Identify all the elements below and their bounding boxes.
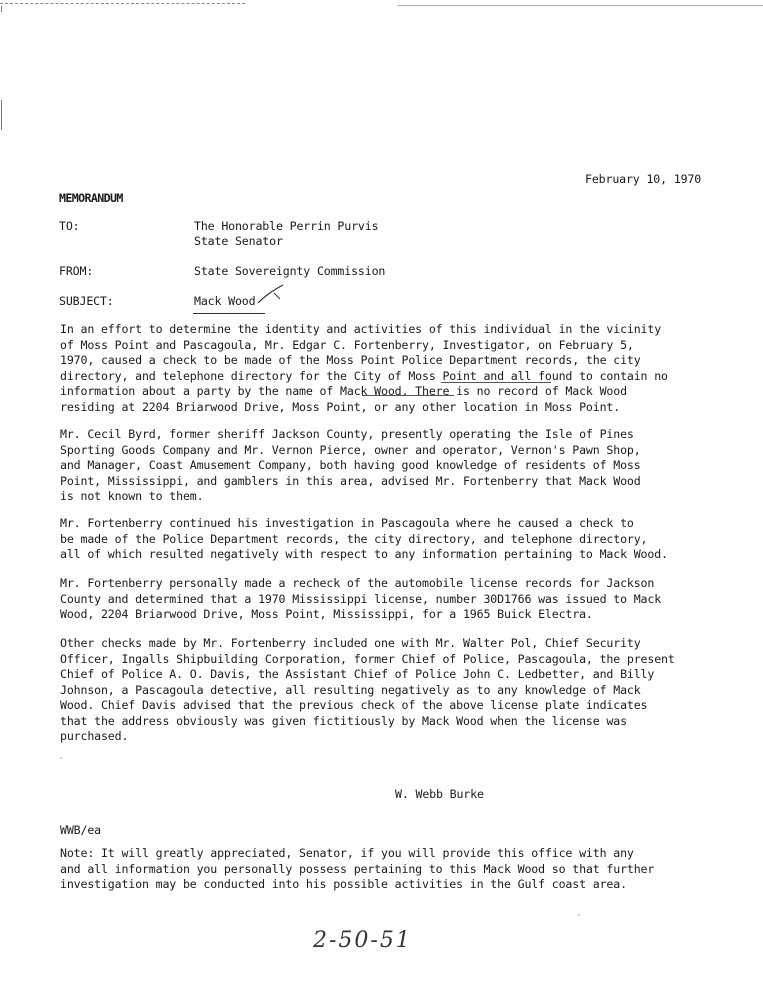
signature-name: W. Webb Burke	[395, 787, 484, 801]
from-label: FROM:	[59, 264, 94, 278]
to-label: TO:	[59, 219, 80, 233]
paragraph-line: directory, and telephone directory for the City of Moss Point and all found to contain no	[60, 368, 668, 383]
paragraph-line: Point, Mississippi, and gamblers in this area, advised Mr. Fortenberry that Mack Wood	[60, 473, 641, 488]
paragraph-line: and Manager, Coast Amusement Company, both having good knowledge of residents of Moss	[60, 458, 641, 472]
paragraph-line: all of which resulted negatively with respect to any information pertaining to Mack Wood.	[60, 547, 668, 561]
scan-left-mark	[1, 100, 2, 130]
note-line: and all information you personally possess pertaining to this Mack Wood so that further	[60, 861, 655, 876]
from-value: State Sovereignty Commission	[194, 264, 386, 278]
to-recipient-title: State Senator	[194, 234, 283, 248]
paragraph-line: information about a party by the name of Mack Wood. There is no record of Mack Wood	[60, 384, 627, 398]
scan-speck	[576, 912, 582, 918]
paragraph-line: 1970, caused a check to be made of the Moss Point Police Department records, the city	[60, 353, 641, 367]
to-recipient-name: The Honorable Perrin Purvis	[194, 219, 379, 233]
paragraph-line: Mr. Cecil Byrd, former sheriff Jackson County, presently operating the Isle of Pines	[60, 427, 634, 441]
note-line: investigation may be conducted into his possible activities in the Gulf coast area.	[60, 877, 627, 891]
note-paragraph	[60, 846, 654, 893]
paragraph-line: Chief of Police A. O. Davis, the Assistant Chief of Police John C. Ledbetter, and Billy	[60, 667, 655, 681]
paragraph-line: In an effort to determine the identity and activities of this individual in the vicinity	[60, 322, 662, 336]
paragraph-line: Johnson, a Pascagoula detective, all resulting negatively as to any knowledge of Mack	[60, 682, 641, 697]
subject-value: Mack Wood	[194, 294, 256, 308]
memo-date: February 10, 1970	[585, 172, 702, 186]
paragraph-line: Sporting Goods Company and Mr. Vernon Pierce, owner and operator, Vernon's Pawn Shop,	[60, 442, 641, 457]
paragraph-line: Other checks made by Mr. Fortenberry included one with Mr. Walter Pol, Chief Security	[60, 636, 641, 650]
paragraph-2	[60, 427, 641, 505]
paragraph-4	[60, 576, 661, 623]
scan-speck	[58, 755, 64, 761]
subject-label: SUBJECT:	[59, 294, 114, 308]
paragraph-line: that the address obviously was given fictitiously by Mack Wood when the license was	[60, 713, 627, 728]
handwritten-underline	[362, 395, 454, 396]
paragraph-line: County and determined that a 1970 Mississippi license, number 30D1766 was issued to Mack	[60, 591, 662, 606]
paragraph-line: Mr. Fortenberry continued his investigation in Pascagoula where he caused a check to	[60, 516, 634, 530]
paragraph-5	[60, 636, 675, 745]
paragraph-line: Wood. Chief Davis advised that the previous check of the above license plate indicates	[60, 698, 648, 712]
paragraph-line: purchased.	[60, 729, 129, 743]
paragraph-line: Mr. Fortenberry personally made a recheck of the automobile license records for Jackson	[60, 576, 655, 590]
paragraph-line: residing at 2204 Briarwood Drive, Moss Point, or any other location in Moss Point.	[60, 399, 621, 414]
paragraph-line: Wood, 2204 Briarwood Drive, Moss Point, Mississippi, for a 1965 Buick Electra.	[60, 607, 593, 621]
scan-edge-line	[398, 5, 763, 6]
handwritten-file-number: 2-50-51	[313, 928, 412, 953]
paragraph-line: be made of the Police Department records, the city directory, and telephone directory,	[60, 531, 648, 546]
handwritten-underline	[441, 382, 551, 383]
check-mark-icon	[256, 283, 286, 307]
paragraph-line: Officer, Ingalls Shipbuilding Corporation, former Chief of Police, Pascagoula, the present	[60, 651, 675, 666]
subject-underline	[193, 313, 265, 314]
paragraph-1	[60, 322, 668, 415]
memo-heading: MEMORANDUM	[59, 191, 123, 205]
paragraph-3	[60, 516, 668, 563]
paragraph-line: of Moss Point and Pascagoula, Mr. Edgar C. Fortenberry, Investigator, on February 5,	[60, 337, 634, 352]
scan-dash-line	[0, 3, 245, 4]
note-line: Note: It will greatly appreciated, Senator, if you will provide this office with any	[60, 846, 634, 860]
scan-left-mark	[1, 6, 2, 12]
paragraph-line: is not known to them.	[60, 489, 204, 503]
typist-initials: WWB/ea	[60, 823, 101, 837]
